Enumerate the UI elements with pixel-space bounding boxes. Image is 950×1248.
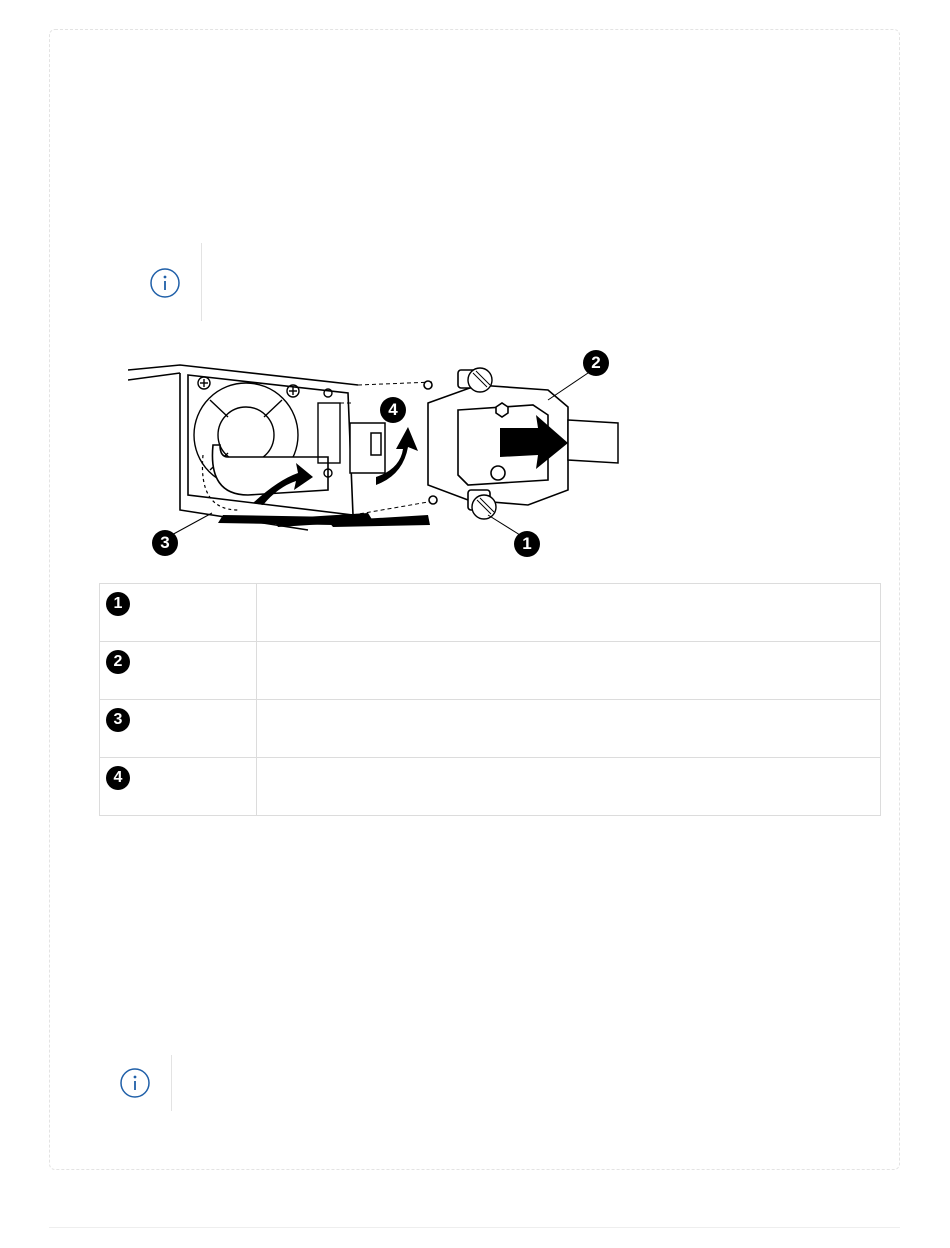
callout-description <box>257 584 880 604</box>
callout-description-cell <box>257 642 881 700</box>
callout-number-badge: 1 <box>106 592 130 616</box>
callout-number-badge: 3 <box>106 708 130 732</box>
note-divider <box>201 243 202 321</box>
table-row <box>100 758 881 816</box>
info-icon <box>120 1068 150 1098</box>
info-icon <box>150 268 180 298</box>
callout-number-cell <box>100 700 257 758</box>
callout-badge-4: 4 <box>380 397 406 423</box>
callout-description <box>257 642 880 662</box>
callout-number-badge: 2 <box>106 650 130 674</box>
callout-number-cell <box>100 758 257 816</box>
callout-number-cell <box>100 584 257 642</box>
table-row <box>100 584 881 642</box>
power-supply-figure <box>128 345 628 560</box>
table-row <box>100 700 881 758</box>
callout-number-badge: 4 <box>106 766 130 790</box>
callout-badge-1: 1 <box>514 531 540 557</box>
callout-badge-3: 3 <box>152 530 178 556</box>
callout-description-cell <box>257 758 881 816</box>
callout-table <box>99 583 881 816</box>
callout-description-cell <box>257 700 881 758</box>
callout-description <box>257 700 880 720</box>
callout-description <box>257 758 880 778</box>
table-row <box>100 642 881 700</box>
callout-badge-2: 2 <box>583 350 609 376</box>
callout-description-cell <box>257 584 881 642</box>
footer-divider <box>49 1227 900 1228</box>
note-divider <box>171 1055 172 1111</box>
callout-number-cell <box>100 642 257 700</box>
